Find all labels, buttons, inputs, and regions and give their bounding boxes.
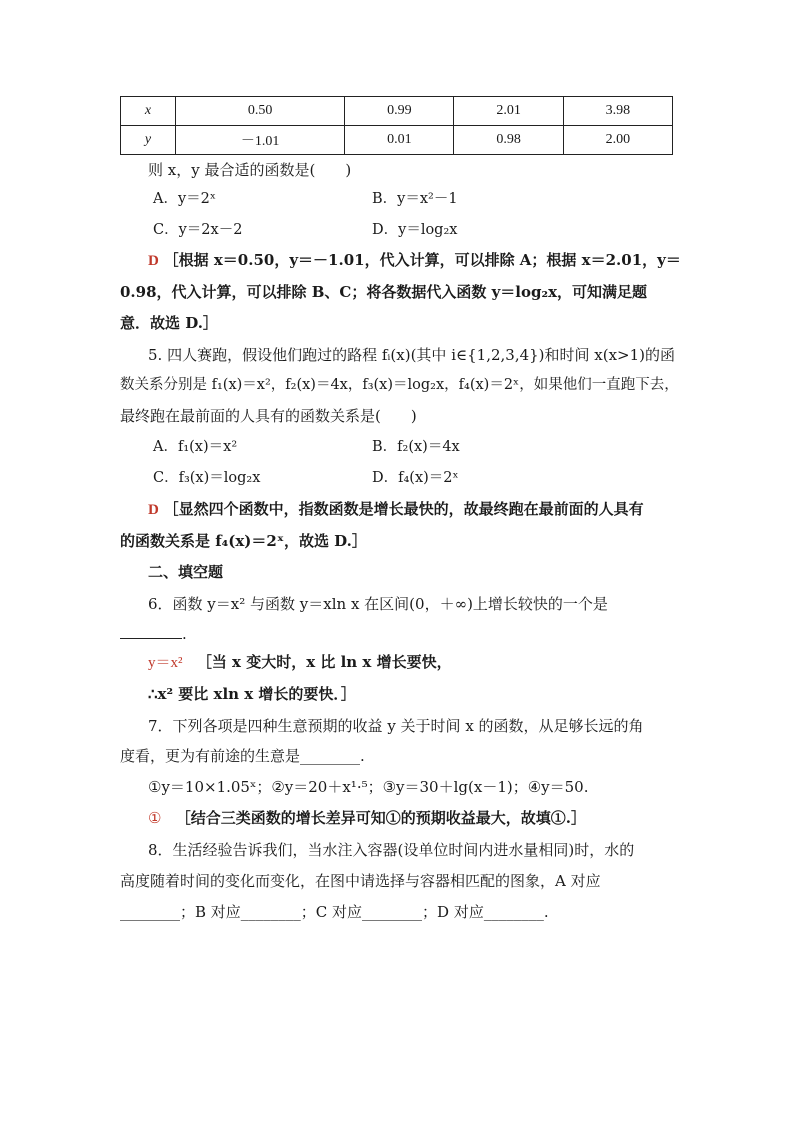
table-cell: y [121, 126, 176, 155]
q5-option-c: C．f₃(x)＝log₂x [153, 470, 261, 486]
q5-stem-line-2: 数关系分别是 f₁(x)＝x²，f₂(x)＝4x，f₃(x)＝log₂x，f₄(x)＝2ˣ，如果他们一直跑下去， [120, 377, 679, 393]
q7-stem-line-1: 7．下列各项是四种生意预期的收益 y 关于时间 x 的函数，从足够长远的角 [148, 717, 644, 735]
table-cell: x [121, 97, 176, 126]
q4-option-a: A．y＝2ˣ [153, 191, 217, 207]
q6-answer: y＝x² [148, 655, 183, 671]
q6-stem-line-1: 6．函数 y＝x² 与函数 y＝xln x 在区间(0，＋∞)上增长较快的一个是 [148, 595, 608, 613]
q4-explanation-line-1 [148, 250, 708, 271]
q4-explanation-line-2: 0.98，代入计算，可以排除 B、C；将各数据代入函数 y＝log₂x，可知满足题 [120, 283, 648, 301]
table-cell: 0.50 [176, 97, 345, 126]
q5-stem-line-1: 5. 四人赛跑，假设他们跑过的路程 fᵢ(x)(其中 i∈{1,2,3,4})和时间 x(x>1)的函 [148, 346, 676, 364]
q5-stem-line-3: 最终跑在最前面的人具有的函数关系是( ) [120, 407, 417, 425]
table-cell: 2.00 [563, 126, 672, 155]
q5-explanation-line-2: 的函数关系是 f₄(x)＝2ˣ，故选 D.］ [120, 532, 367, 550]
table-cell: －1.01 [176, 126, 345, 155]
q8-stem-line-1: 8．生活经验告诉我们，当水注入容器(设单位时间内进水量相同)时，水的 [148, 841, 635, 859]
q6-stem-tail: . [182, 625, 187, 643]
q5-explanation-line-1 [148, 499, 708, 520]
q5-option-a: A．f₁(x)＝x² [153, 439, 238, 455]
q8-stem-line-2: 高度随着时间的变化而变化，在图中请选择与容器相匹配的图象，A 对应 [120, 872, 601, 890]
q7-stem-line-2: 度看，更为有前途的生意是________. [120, 747, 365, 765]
table-cell: 0.98 [454, 126, 563, 155]
data-table [120, 96, 673, 155]
q4-explanation-text: ［根据 x＝0.50，y＝－1.01，代入计算，可以排除 A；根据 x＝2.01，y＝ [163, 251, 681, 269]
table-cell: 3.98 [563, 97, 672, 126]
q5-option-d: D．f₄(x)＝2ˣ [372, 470, 459, 486]
q6-explanation-text: ［当 x 变大时，x 比 ln x 增长要快， [196, 653, 452, 671]
q4-explanation-line-3: 意．故选 D.］ [120, 314, 218, 332]
q7-explanation-text: ［结合三类函数的增长差异可知①的预期收益最大，故填①.］ [175, 809, 586, 827]
section-heading: 二、填空题 [148, 563, 224, 581]
q6-explanation-line-1 [148, 652, 708, 673]
q7-explanation [148, 808, 708, 829]
q4-option-d: D．y＝log₂x [372, 222, 458, 238]
q7-answer: ① [148, 811, 162, 827]
q4-answer: D [148, 253, 159, 269]
q6-explanation-line-2: ∴x² 要比 xln x 增长的要快．］ [148, 685, 356, 703]
table-row [121, 126, 673, 155]
q8-stem-line-3: ________；B 对应________；C 对应________；D 对应________. [120, 903, 549, 921]
q4-stem: 则 x，y 最合适的函数是( ) [148, 161, 352, 179]
q6-answer-blank[interactable] [120, 624, 182, 639]
q5-option-b: B．f₂(x)＝4x [372, 439, 460, 455]
q4-option-c: C．y＝2x－2 [153, 222, 243, 238]
table-row [121, 97, 673, 126]
q5-answer: D [148, 502, 159, 518]
table-cell: 0.01 [345, 126, 454, 155]
q6-stem-line-2 [120, 624, 680, 644]
table-cell: 0.99 [345, 97, 454, 126]
q5-explanation-text: ［显然四个函数中，指数函数是增长最快的，故最终跑在最前面的人具有 [163, 500, 644, 518]
q7-options: ①y＝10×1.05ˣ；②y＝20＋x¹·⁵；③y＝30＋lg(x－1)；④y＝50. [148, 778, 589, 796]
q4-option-b: B．y＝x²－1 [372, 191, 458, 207]
table-cell: 2.01 [454, 97, 563, 126]
